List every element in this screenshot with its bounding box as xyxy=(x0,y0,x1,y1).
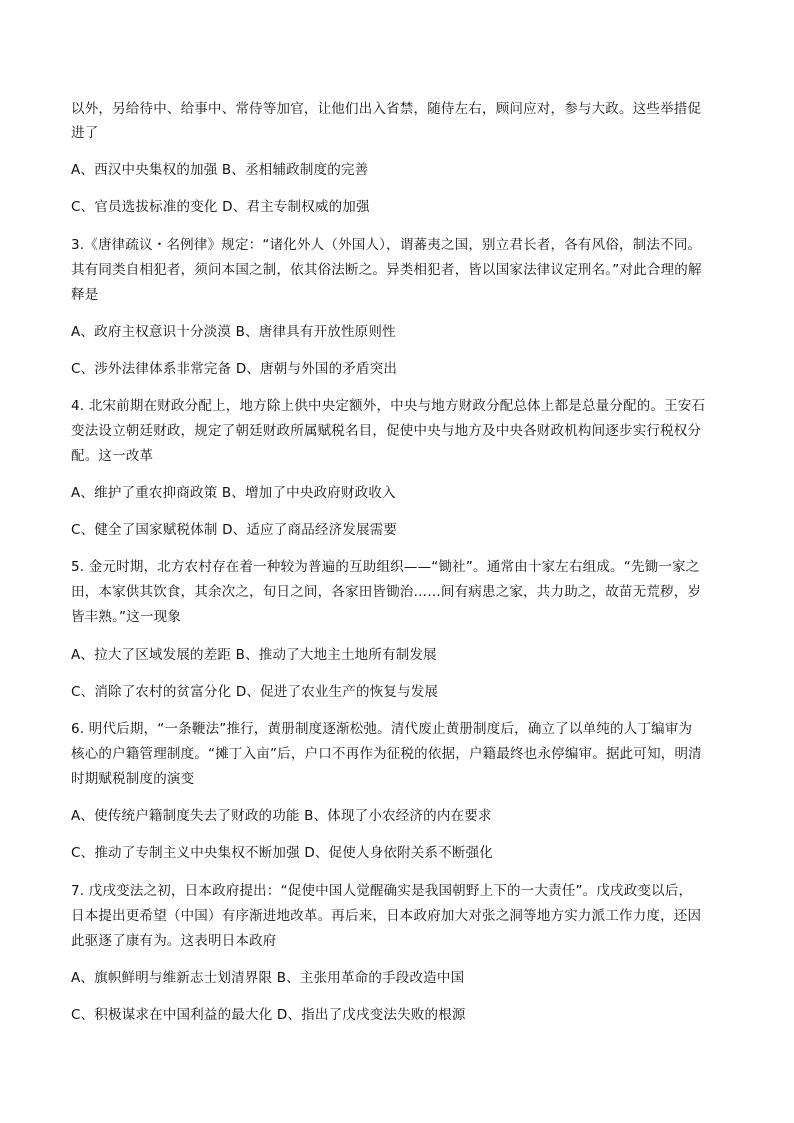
q7-options-ab: A、旗帜鲜明与维新志士划清界限 B、主张用革命的手段改造中国 xyxy=(71,970,465,986)
q7-stem-line-3: 此驱逐了康有为。这表明日本政府 xyxy=(71,933,277,949)
q3-stem-line-1: 3.《唐律疏议・名例律》规定：“诸化外人（外国人），谓蕃夷之国，别立君长者，各有风俗，制法不同。 xyxy=(71,237,702,253)
q4-stem-line-1: 4. 北宋前期在财政分配上，地方除上供中央定额外，中央与地方财政分配总体上都是总量分配的。王安石 xyxy=(71,398,706,414)
q5-stem-line-3: 皆丰熟。”这一现象 xyxy=(71,609,182,625)
q3-options-ab: A、政府主权意识十分淡漠 B、唐律具有开放性原则性 xyxy=(71,324,396,340)
q5-options-ab: A、拉大了区域发展的差距 B、推动了大地主土地所有制发展 xyxy=(71,647,437,663)
q4-stem-line-2: 变法设立朝廷财政，规定了朝廷财政所属赋税名目，促使中央与地方及中央各财政机构间逐步实行税权分 xyxy=(71,423,702,439)
q5-stem-line-2: 田，本家供其饮食，其余次之，旬日之间，各家田皆锄治……间有病患之家，共力助之，故苗无荒秽，岁 xyxy=(71,584,702,600)
q5-stem-line-1: 5. 金元时期，北方农村存在着一种较为普遍的互助组织——“锄社”。通常由十家左右组成。“先锄一家之 xyxy=(71,559,700,575)
q3-stem-line-2: 其有同类自相犯者，须问本国之制，依其俗法断之。异类相犯者，皆以国家法律议定刑名。”对此合理的解 xyxy=(71,262,702,278)
q2-options-cd: C、官员选拔标准的变化 D、君主专制权威的加强 xyxy=(71,199,370,215)
q4-options-cd: C、健全了国家赋税体制 D、适应了商品经济发展需要 xyxy=(71,522,398,538)
q3-stem-line-3: 释是 xyxy=(71,287,99,303)
q2-stem-line-2: 进了 xyxy=(71,125,99,141)
q4-options-ab: A、维护了重农抑商政策 B、增加了中央政府财政收入 xyxy=(71,485,396,501)
q2-stem-line-1: 以外，另给待中、给事中、常侍等加官，让他们出入省禁，随侍左右，顾问应对，参与大政。这些举措促 xyxy=(71,101,702,117)
q4-stem-line-3: 配。这一改革 xyxy=(71,448,154,464)
q6-stem-line-1: 6. 明代后期，“一条鞭法”推行，黄册制度逐渐松弛。清代废止黄册制度后，确立了以单纯的人丁编审为 xyxy=(71,721,693,737)
q6-options-ab: A、使传统户籍制度失去了财政的功能 B、体现了小农经济的内在要求 xyxy=(71,808,492,824)
q6-options-cd: C、推动了专制主义中央集权不断加强 D、促使人身依附关系不断强化 xyxy=(71,845,494,861)
q5-options-cd: C、消除了农村的贫富分化 D、促进了农业生产的恢复与发展 xyxy=(71,684,439,700)
q7-stem-line-2: 日本提出更希望（中国）有序渐进地改革。再后来，日本政府加大对张之洞等地方实力派工作力度，还因 xyxy=(71,908,702,924)
q7-options-cd: C、积极谋求在中国利益的最大化 D、指出了戊戌变法失败的根源 xyxy=(71,1007,466,1023)
q6-stem-line-3: 时期赋税制度的演变 xyxy=(71,771,195,787)
q3-options-cd: C、涉外法律体系非常完备 D、唐朝与外国的矛盾突出 xyxy=(71,361,398,377)
q6-stem-line-2: 核心的户籍管理制度。“摊丁入亩”后，户口不再作为征税的依据，户籍最终也永停编审。据此可知，明清 xyxy=(71,746,702,762)
q2-options-ab: A、西汉中央集权的加强 B、丞相辅政制度的完善 xyxy=(71,162,369,178)
q7-stem-line-1: 7. 戊戌变法之初，日本政府提出：“促使中国人觉醒确实是我国朝野上下的一大责任”。戊戌政变以后， xyxy=(71,883,693,899)
